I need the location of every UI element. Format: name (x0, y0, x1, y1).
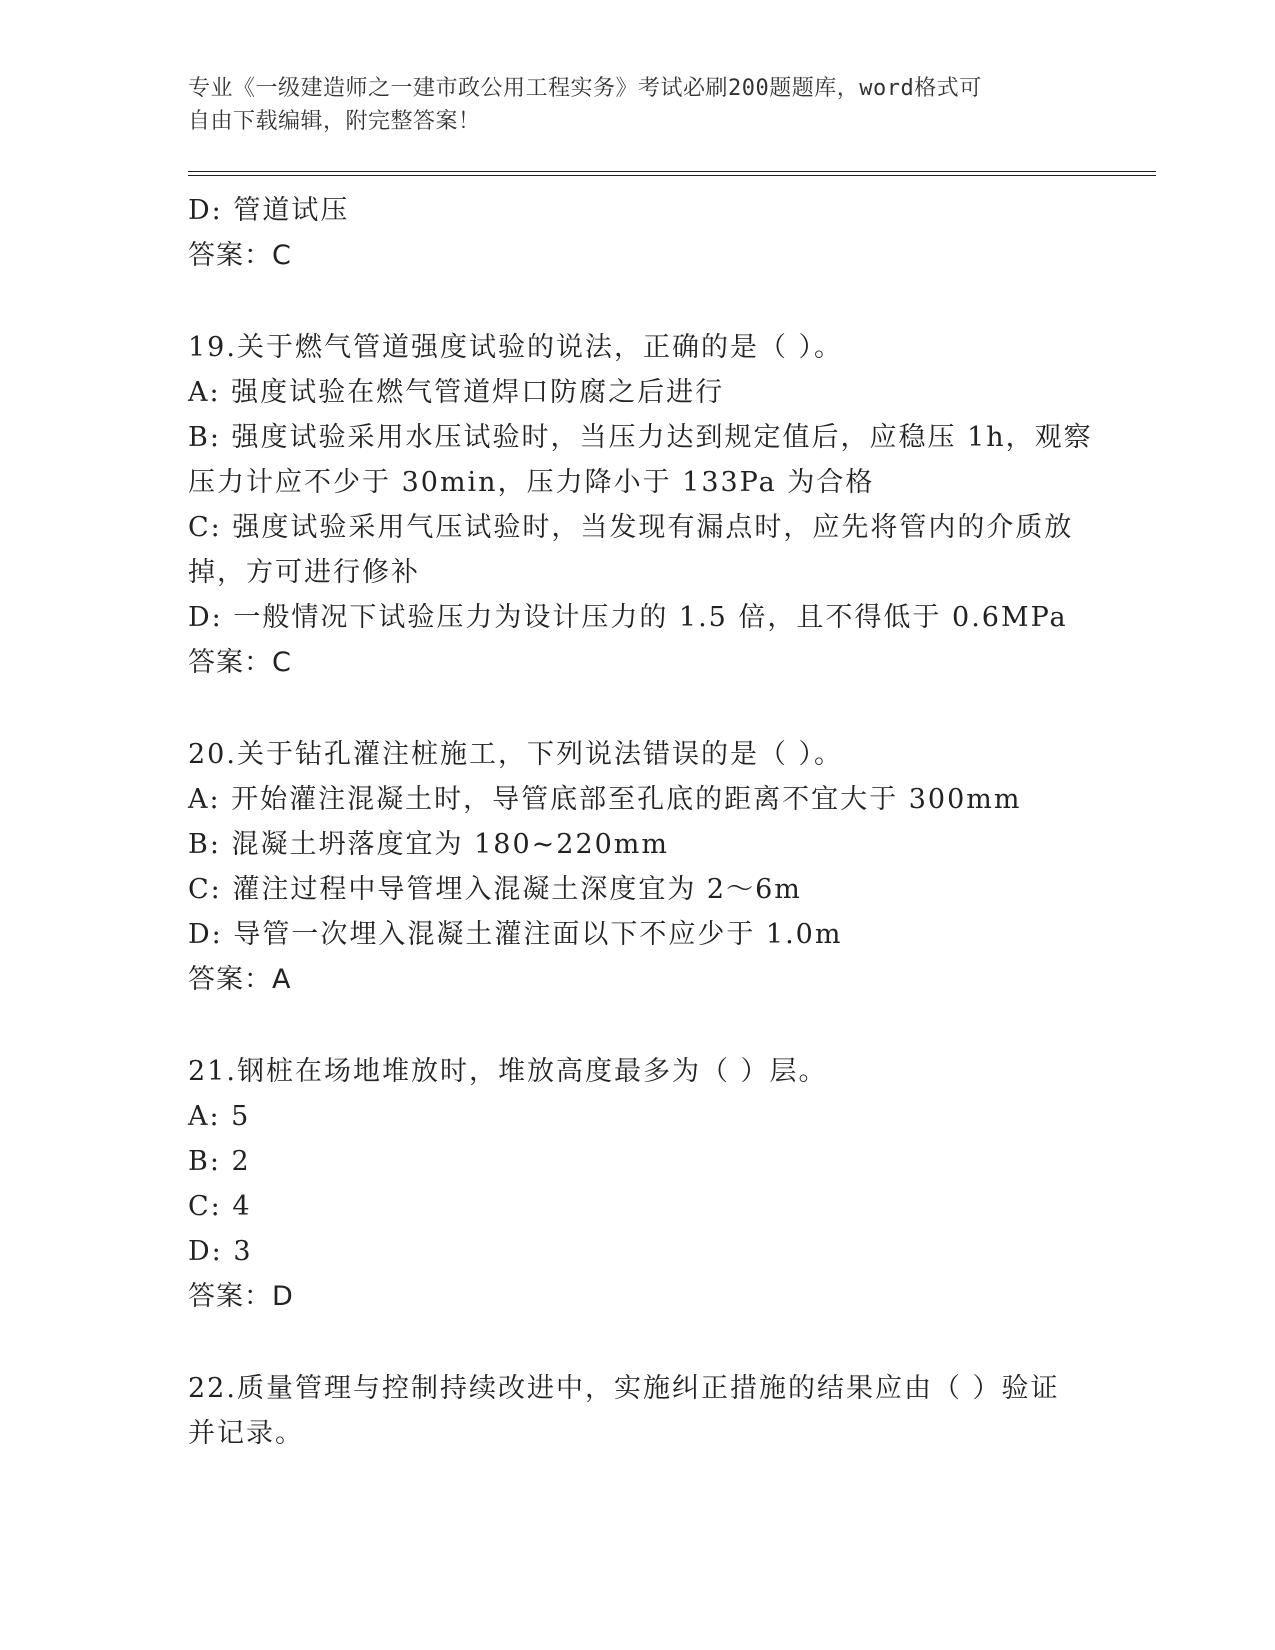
option-c: C: 强度试验采用气压试验时，当发现有漏点时，应先将管内的介质放 (188, 512, 1074, 543)
option-a: A: 5 (188, 1101, 251, 1132)
header-rule-bottom (188, 175, 1156, 176)
option-d: D: 导管一次埋入混凝土灌注面以下不应少于 1.0m (188, 919, 843, 950)
question-stem: 22.质量管理与控制持续改进中，实施纠正措施的结果应由（ ）验证 (188, 1373, 1060, 1404)
question-stem: 21.钢桩在场地堆放时，堆放高度最多为（ ）层。 (188, 1056, 828, 1087)
option-b: B: 2 (188, 1146, 251, 1177)
option-b: B: 强度试验采用水压试验时，当压力达到规定值后，应稳压 1h，观察 (188, 422, 1093, 453)
option-b: B: 混凝土坍落度宜为 180~220mm (188, 829, 670, 860)
answer: 答案：C (188, 647, 292, 678)
page-header (188, 72, 1068, 138)
question-stem: 19.关于燃气管道强度试验的说法，正确的是（ ）。 (188, 332, 844, 363)
option-a: A: 强度试验在燃气管道焊口防腐之后进行 (188, 377, 725, 408)
answer: 答案：C (188, 240, 292, 271)
option-d: D: 3 (188, 1236, 253, 1267)
option-c-continued: 掉，方可进行修补 (188, 557, 420, 588)
question-content (188, 188, 1093, 1456)
question-stem: 20.关于钻孔灌注桩施工，下列说法错误的是（ ）。 (188, 739, 844, 770)
answer: 答案：D (188, 1281, 294, 1312)
option-d: D: 管道试压 (188, 195, 350, 226)
option-b-continued: 压力计应不少于 30min，压力降小于 133Pa 为合格 (188, 467, 875, 498)
question-stem-continued: 并记录。 (188, 1418, 304, 1449)
option-a: A: 开始灌注混凝土时，导管底部至孔底的距离不宜大于 300mm (188, 784, 1022, 815)
header-line-2: 自由下载编辑，附完整答案！ (188, 109, 481, 134)
option-c: C: 灌注过程中导管埋入混凝土深度宜为 2～6m (188, 874, 802, 905)
option-c: C: 4 (188, 1191, 252, 1222)
option-d: D: 一般情况下试验压力为设计压力的 1.5 倍，且不得低于 0.6MPa (188, 602, 1068, 633)
header-rule-top (188, 171, 1156, 172)
header-line-1: 专业《一级建造师之一建市政公用工程实务》考试必刷200题题库，word格式可 (188, 76, 982, 101)
answer: 答案：A (188, 964, 292, 995)
